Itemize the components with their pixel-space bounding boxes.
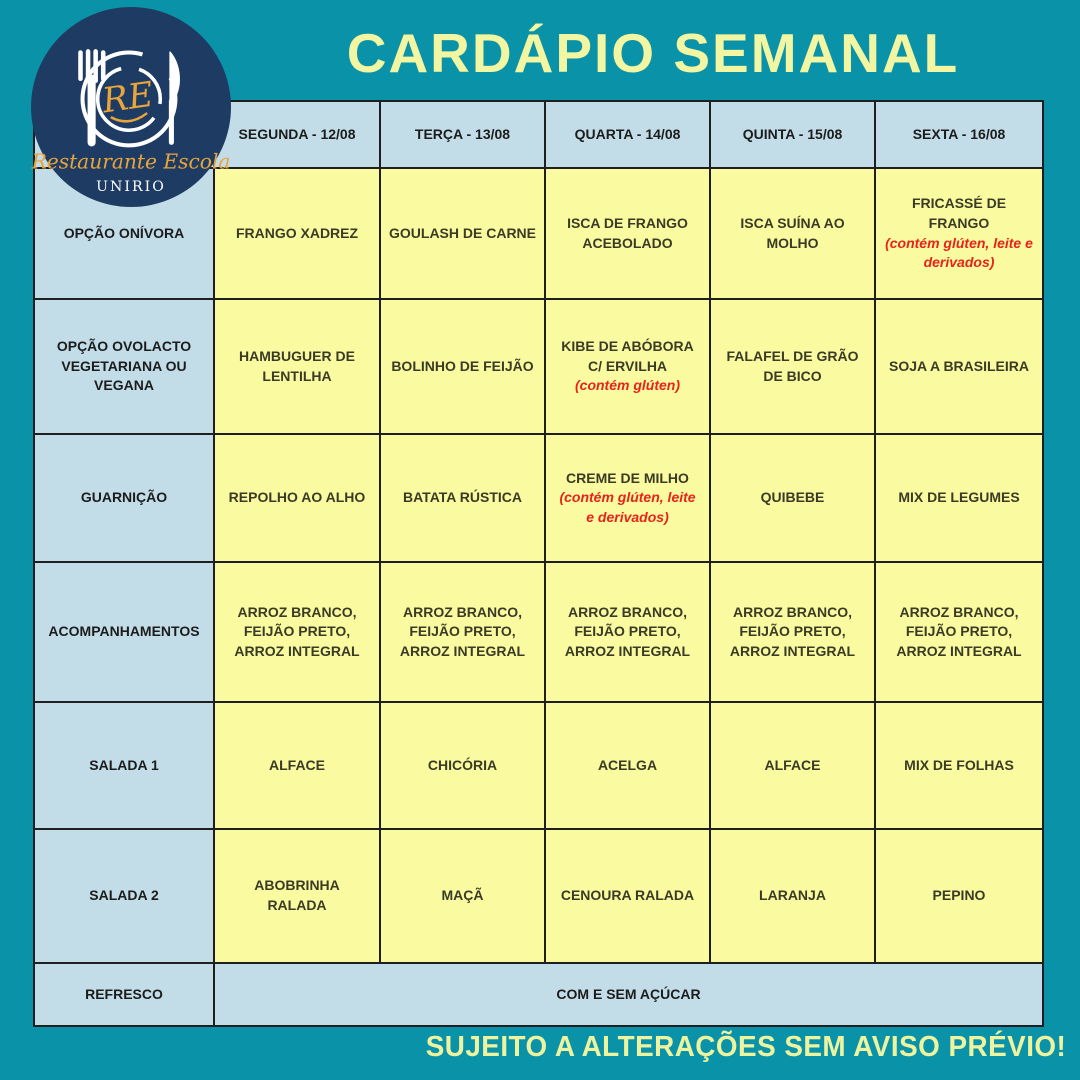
menu-cell — [214, 434, 380, 562]
menu-cell — [710, 562, 875, 702]
menu-item-text: FRANGO XADREZ — [235, 224, 359, 241]
day-header-4: SEXTA - 16/08 — [875, 101, 1043, 168]
menu-item-text: BOLINHO DE FEIJÃO — [391, 357, 534, 374]
menu-item-text: PEPINO — [932, 887, 986, 904]
menu-cell — [875, 562, 1043, 702]
menu-item-text: ALFACE — [764, 756, 821, 773]
menu-item-text: KIBE DE ABÓBORA C/ ERVILHA — [561, 338, 694, 374]
logo-institution: UNIRIO — [96, 178, 166, 195]
menu-cell — [214, 829, 380, 963]
menu-cell — [545, 562, 710, 702]
row-label: OPÇÃO OVOLACTO VEGETARIANA OU VEGANA — [34, 299, 214, 434]
menu-cell — [545, 434, 710, 562]
menu-cell — [380, 829, 545, 963]
menu-item-text: MIX DE FOLHAS — [904, 756, 1014, 773]
menu-cell — [875, 702, 1043, 829]
menu-table-body — [34, 168, 1043, 1026]
menu-item-text: ABOBRINHA RALADA — [254, 877, 340, 913]
menu-cell — [380, 702, 545, 829]
allergen-note: (contém glúten) — [575, 377, 680, 394]
footer-notice: SUJEITO A ALTERAÇÕES SEM AVISO PRÉVIO! — [425, 1031, 1066, 1063]
day-header-0: SEGUNDA - 12/08 — [214, 101, 380, 168]
menu-cell — [214, 168, 380, 299]
day-header-3: QUINTA - 15/08 — [710, 101, 875, 168]
menu-cell — [710, 702, 875, 829]
menu-cell — [380, 299, 545, 434]
menu-cell — [710, 168, 875, 299]
menu-item-text: CHICÓRIA — [427, 756, 498, 773]
merged-menu-cell: COM E SEM AÇÚCAR — [214, 963, 1043, 1026]
menu-item-text: LARANJA — [759, 887, 826, 904]
menu-cell — [214, 702, 380, 829]
menu-table — [33, 100, 1044, 1027]
menu-cell — [875, 434, 1043, 562]
restaurant-logo-graphic — [30, 6, 232, 208]
menu-cell — [545, 702, 710, 829]
restaurant-logo — [30, 6, 232, 208]
menu-item-text: GOULASH DE CARNE — [389, 224, 537, 241]
menu-item-text: ISCA DE FRANGO ACEBOLADO — [567, 214, 688, 251]
row-label: SALADA 1 — [34, 702, 214, 829]
menu-item-text: MAÇÃ — [441, 887, 484, 904]
menu-row-5 — [34, 829, 1043, 963]
menu-item-text: SOJA A BRASILEIRA — [888, 357, 1029, 374]
menu-item-text: ARROZ BRANCO, FEIJÃO PRETO, ARROZ INTEGRAL — [234, 603, 360, 659]
menu-cell — [380, 434, 545, 562]
menu-item-text: CREME DE MILHO — [566, 469, 689, 486]
menu-item-text: ISCA SUÍNA AO MOLHO — [740, 214, 845, 251]
menu-cell — [380, 168, 545, 299]
menu-cell — [380, 562, 545, 702]
menu-cell — [875, 299, 1043, 434]
menu-cell — [545, 829, 710, 963]
day-header-2: QUARTA - 14/08 — [545, 101, 710, 168]
logo-monogram: RE — [99, 74, 156, 122]
menu-item-text: HAMBUGUER DE LENTILHA — [239, 347, 355, 384]
row-label: SALADA 2 — [34, 829, 214, 963]
menu-row-1 — [34, 299, 1043, 434]
menu-row-4 — [34, 702, 1043, 829]
menu-item-text: FALAFEL DE GRÃO DE BICO — [726, 347, 859, 384]
menu-cell — [875, 829, 1043, 963]
menu-row-6 — [34, 963, 1043, 1026]
allergen-note: (contém glúten, leite e derivados) — [885, 234, 1033, 271]
menu-item-text: MIX DE LEGUMES — [898, 489, 1020, 506]
row-label: ACOMPANHAMENTOS — [34, 562, 214, 702]
menu-cell — [875, 168, 1043, 299]
menu-item-text: ACELGA — [597, 756, 658, 773]
allergen-note: (contém glúten, leite e derivados) — [559, 489, 696, 525]
row-label: REFRESCO — [34, 963, 214, 1026]
menu-item-text: FRICASSÉ DE FRANGO — [911, 195, 1007, 231]
menu-item-text: BATATA RÚSTICA — [403, 489, 522, 506]
menu-item-text: QUIBEBE — [760, 489, 825, 506]
menu-item-text: ARROZ BRANCO, FEIJÃO PRETO, ARROZ INTEGRAL — [564, 603, 691, 659]
menu-item-text: CENOURA RALADA — [560, 887, 695, 904]
row-label: OPÇÃO ONÍVORA — [34, 168, 214, 299]
row-label: GUARNIÇÃO — [34, 434, 214, 562]
menu-cell — [545, 168, 710, 299]
day-header-1: TERÇA - 13/08 — [380, 101, 545, 168]
menu-cell — [214, 299, 380, 434]
menu-item-text: ARROZ BRANCO, FEIJÃO PRETO, ARROZ INTEGRAL — [399, 603, 526, 659]
menu-cell — [710, 829, 875, 963]
menu-item-text: REPOLHO AO ALHO — [228, 489, 366, 506]
menu-item-text: ARROZ BRANCO, FEIJÃO PRETO, ARROZ INTEGRAL — [896, 603, 1022, 659]
page-title: CARDÁPIO SEMANAL — [346, 22, 960, 84]
menu-item-text: ALFACE — [269, 756, 325, 773]
menu-cell — [710, 434, 875, 562]
menu-cell — [214, 562, 380, 702]
logo-restaurant-name: Restaurante Escola — [31, 149, 231, 174]
menu-item-text: ARROZ BRANCO, FEIJÃO PRETO, ARROZ INTEGRAL — [729, 603, 856, 659]
menu-cell — [710, 299, 875, 434]
menu-row-3 — [34, 562, 1043, 702]
menu-cell — [545, 299, 710, 434]
menu-row-2 — [34, 434, 1043, 562]
